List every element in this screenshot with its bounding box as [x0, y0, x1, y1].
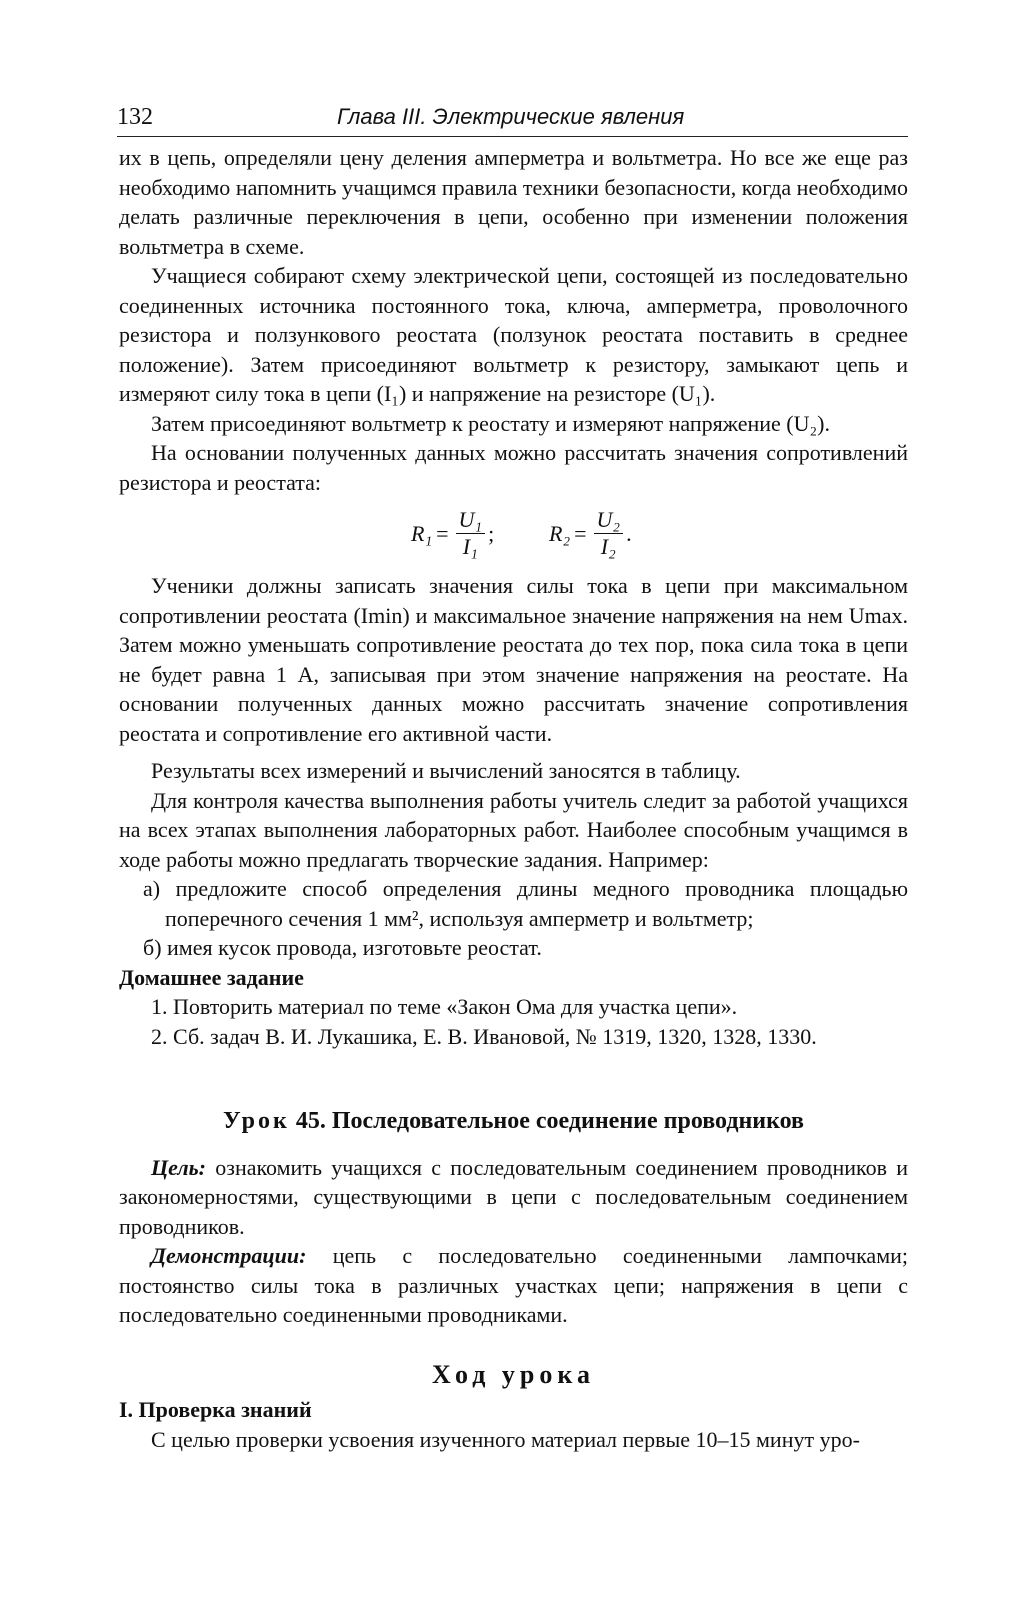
goal-label: Цель: [151, 1154, 206, 1180]
course-title: Ход урока [432, 1359, 595, 1389]
formula-period: . [626, 520, 632, 546]
lesson-title [119, 1107, 908, 1137]
goal-text: ознакомить учащихся с последовательным соединением проводников и закономерностями, существующими в цепи с последовательным соединением проводников. [119, 1154, 908, 1239]
paragraph: На основании полученных данных можно рассчитать значения сопротивлений резистора и реостата: [119, 440, 908, 495]
formula-r2: R₂ [549, 520, 571, 546]
formula-u1: U₁ [456, 507, 486, 534]
demos-label: Демонстрации: [151, 1243, 307, 1268]
paragraph: Для контроля качества выполнения работы учитель следит за работой учащихся на всех этапах выполнения лабораторных работ. Наиболее способным учащимся в ходе работы можно предлагать творческие задания. Например: [119, 787, 908, 872]
paragraph: Ученики должны записать значения силы тока в цепи при максимальном сопротивлении реостата (Imin) и максимальное значение напряжения на нем Umax. Затем можно уменьшать сопротивление реостата до тех пор, пока сила тока в цепи не будет равна 1 А, записывая при этом значение напряжения на реостате. На основании полученных данных можно рассчитать значение сопротивления реостата и сопротивление его активной части. [119, 573, 908, 746]
page-number: 132 [117, 104, 153, 130]
formula-u2: U₂ [594, 507, 624, 534]
lesson-demos [119, 1241, 908, 1330]
page-header [117, 102, 908, 137]
paragraph: Результаты всех измерений и вычислений заносятся в таблицу. [151, 758, 741, 783]
formula-equals: = [574, 520, 587, 546]
page-content [119, 143, 908, 1454]
task-item: а) предложите способ определения длины медного проводника площадью поперечного сечения 1 мм², используя амперметр и вольтметр; [143, 876, 908, 931]
paragraph: их в цепь, определяли цену деления амперметра и вольтметра. Но все же еще раз необходимо напомнить учащимся правила техники безопасности, когда необходимо делать различные переключения в цепи, особенно при изменении положения вольтметра в схеме. [119, 145, 908, 259]
paragraph: Затем присоединяют вольтметр к реостату и измеряют напряжение (U₂). [151, 410, 830, 436]
lesson-goal [119, 1153, 908, 1242]
homework-title: Домашнее задание [119, 964, 304, 990]
lesson-title-text: 45. Последовательное соединение проводников [295, 1108, 804, 1134]
formula-i1: I₁ [462, 534, 478, 559]
fraction-u1-i1 [456, 507, 486, 560]
formula-i2: I₂ [600, 534, 616, 559]
homework-item: 2. Сб. задач В. И. Лукашика, Е. В. Ивановой, № 1319, 1320, 1328, 1330. [151, 1023, 817, 1049]
formula-equals: = [436, 520, 449, 546]
paragraph: Учащиеся собирают схему электрической цепи, состоящей из последовательно соединенных источника постоянного тока, ключа, амперметра, проволочного резистора и ползункового реостата (ползунок реостата поставить в среднее положение). Затем присоединяют вольтметр к резистору, замыкают цепь и измеряют силу тока в цепи (I₁) и напряжение на резисторе (U₁). [119, 263, 908, 406]
paragraph: С целью проверки усвоения изученного материал первые 10–15 минут уро- [151, 1426, 860, 1452]
formula-separator: ; [488, 520, 495, 546]
running-title: Глава III. Электрические явления [337, 104, 685, 129]
section-title: I. Проверка знаний [119, 1397, 312, 1422]
demos-text: цепь с последовательно соединенными лампочками; постоянство силы тока в различных участках цепи; напряжения в цепи с последовательно соединенными проводниками. [119, 1243, 909, 1327]
lesson-label: Урок [222, 1108, 290, 1134]
homework-item: 1. Повторить материал по теме «Закон Ома для участка цепи». [151, 994, 738, 1019]
task-item: б) имея кусок провода, изготовьте реостат. [143, 935, 542, 960]
fraction-u2-i2 [594, 507, 624, 560]
resistance-formula [119, 501, 908, 567]
formula-r1: R₁ [411, 520, 433, 546]
